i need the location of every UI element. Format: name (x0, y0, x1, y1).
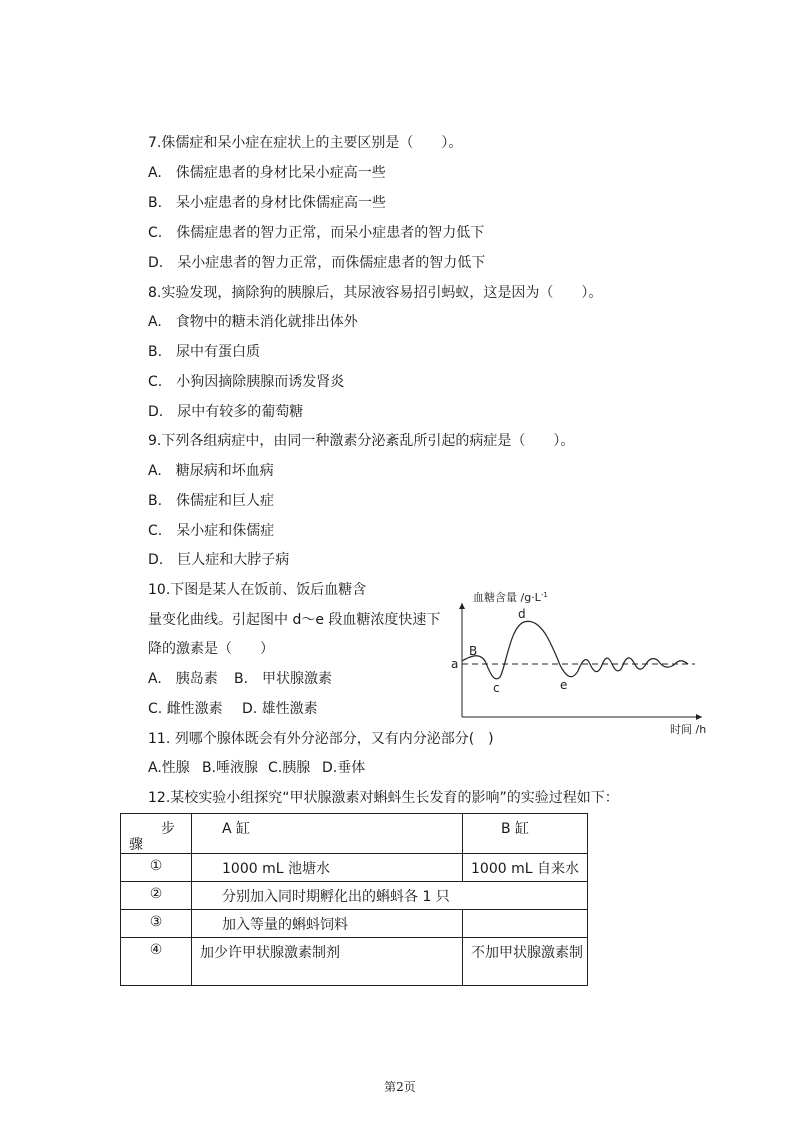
q10-options-row1 (148, 670, 332, 688)
table-cell-step: ③ (121, 910, 192, 938)
table-cell-a: 加入等量的蝌蚪饲料 (192, 910, 463, 938)
q9-option-a: A. 糖尿病和坏血病 (148, 463, 274, 479)
experiment-table (120, 813, 588, 986)
q10-stem-line1: 10.下图是某人在饭前、饭后血糖含 (148, 582, 367, 598)
table-cell-b (463, 910, 588, 938)
table-cell-b: 不加甲状腺激素制 (463, 938, 588, 986)
q7-stem: 7.侏儒症和呆小症在症状上的主要区别是（ ）。 (148, 135, 463, 151)
q8-option-d: D. 尿中有较多的葡萄糖 (148, 404, 304, 420)
q7-option-d: D. 呆小症患者的智力正常，而侏儒症患者的智力低下 (148, 255, 486, 271)
q10-options-row2 (148, 700, 318, 718)
q11-stem: 11. 列哪个腺体既会有外分泌部分，又有内分泌部分( ) (148, 731, 494, 747)
page-footer: 第2页 (384, 1080, 416, 1094)
q10-stem-line3: 降的激素是（ ） (148, 641, 274, 657)
q7-option-c: C. 侏儒症患者的智力正常，而呆小症患者的智力低下 (148, 225, 485, 241)
q11-option-c: C.胰腺 (268, 760, 311, 776)
q11-option-d: D.垂体 (322, 760, 366, 776)
q8-option-b: B. 尿中有蛋白质 (148, 344, 261, 360)
chart-label-b: B (469, 644, 478, 658)
q7-option-a: A. 侏儒症患者的身材比呆小症高一些 (148, 165, 386, 181)
chart-ylabel-sup: -1 (540, 591, 548, 599)
chart-xlabel: 时间 /h (670, 723, 707, 735)
q10-stem-line2: 量变化曲线。引起图中 d～e 段血糖浓度快速下 (148, 612, 441, 628)
q9-stem: 9.下列各组病症中，由同一种激素分泌紊乱所引起的病症是（ ）。 (148, 433, 575, 449)
table-header-step-bottom: 骤 (129, 837, 143, 853)
q8-stem: 8.实验发现，摘除狗的胰腺后，其尿液容易招引蚂蚁，这是因为（ ）。 (148, 285, 603, 301)
table-row (121, 882, 588, 910)
blood-sugar-chart (440, 585, 720, 735)
q8-option-a: A. 食物中的糖未消化就排出体外 (148, 314, 358, 330)
q9-option-d: D. 巨人症和大脖子病 (148, 552, 290, 568)
table-cell-step: ② (121, 882, 192, 910)
table-row (121, 938, 588, 986)
chart-label-e: e (560, 678, 568, 692)
q11-options (148, 759, 365, 777)
q10-option-b: B. 甲状腺激素 (234, 671, 333, 687)
table-cell-merged: 分别加入同时期孵化出的蝌蚪各 1 只 (192, 882, 588, 910)
q10-option-a: A. 胰岛素 (148, 671, 218, 687)
table-cell-b: 1000 mL 自来水 (463, 854, 588, 882)
table-header-a: A 缸 (192, 814, 463, 854)
chart-label-d: d (518, 607, 526, 621)
chart-ylabel: 血糖含量 $/g\cdot L^{-1}$ (473, 591, 548, 604)
table-cell-a: 加少许甲状腺激素制剂 (192, 938, 463, 986)
chart-curve (462, 621, 688, 678)
q11-option-b: B.唾液腺 (202, 760, 259, 776)
table-header-b: B 缸 (463, 814, 588, 854)
table-cell-step: ④ (121, 938, 192, 986)
q11-option-a: A.性腺 (148, 760, 190, 776)
q10-option-d: D. 雄性激素 (242, 701, 318, 717)
q9-option-b: B. 侏儒症和巨人症 (148, 493, 275, 509)
q12-stem: 12.某校实验小组探究“甲状腺激素对蝌蚪生长发育的影响”的实验过程如下： (148, 790, 619, 806)
q9-option-c: C. 呆小症和侏儒症 (148, 523, 275, 539)
table-cell-a: 1000 mL 池塘水 (192, 854, 463, 882)
table-cell-step: ① (121, 854, 192, 882)
q10-option-c: C. 雌性激素 (148, 701, 223, 717)
table-header-step-top: 步 (161, 821, 175, 837)
table-row (121, 910, 588, 938)
table-header-step (121, 814, 192, 854)
table-header-row (121, 814, 588, 854)
table-row (121, 854, 588, 882)
chart-label-c: c (493, 681, 500, 695)
chart-label-a: a (451, 657, 459, 671)
q7-option-b: B. 呆小症患者的身材比侏儒症高一些 (148, 195, 387, 211)
q8-option-c: C. 小狗因摘除胰腺而诱发肾炎 (148, 374, 345, 390)
